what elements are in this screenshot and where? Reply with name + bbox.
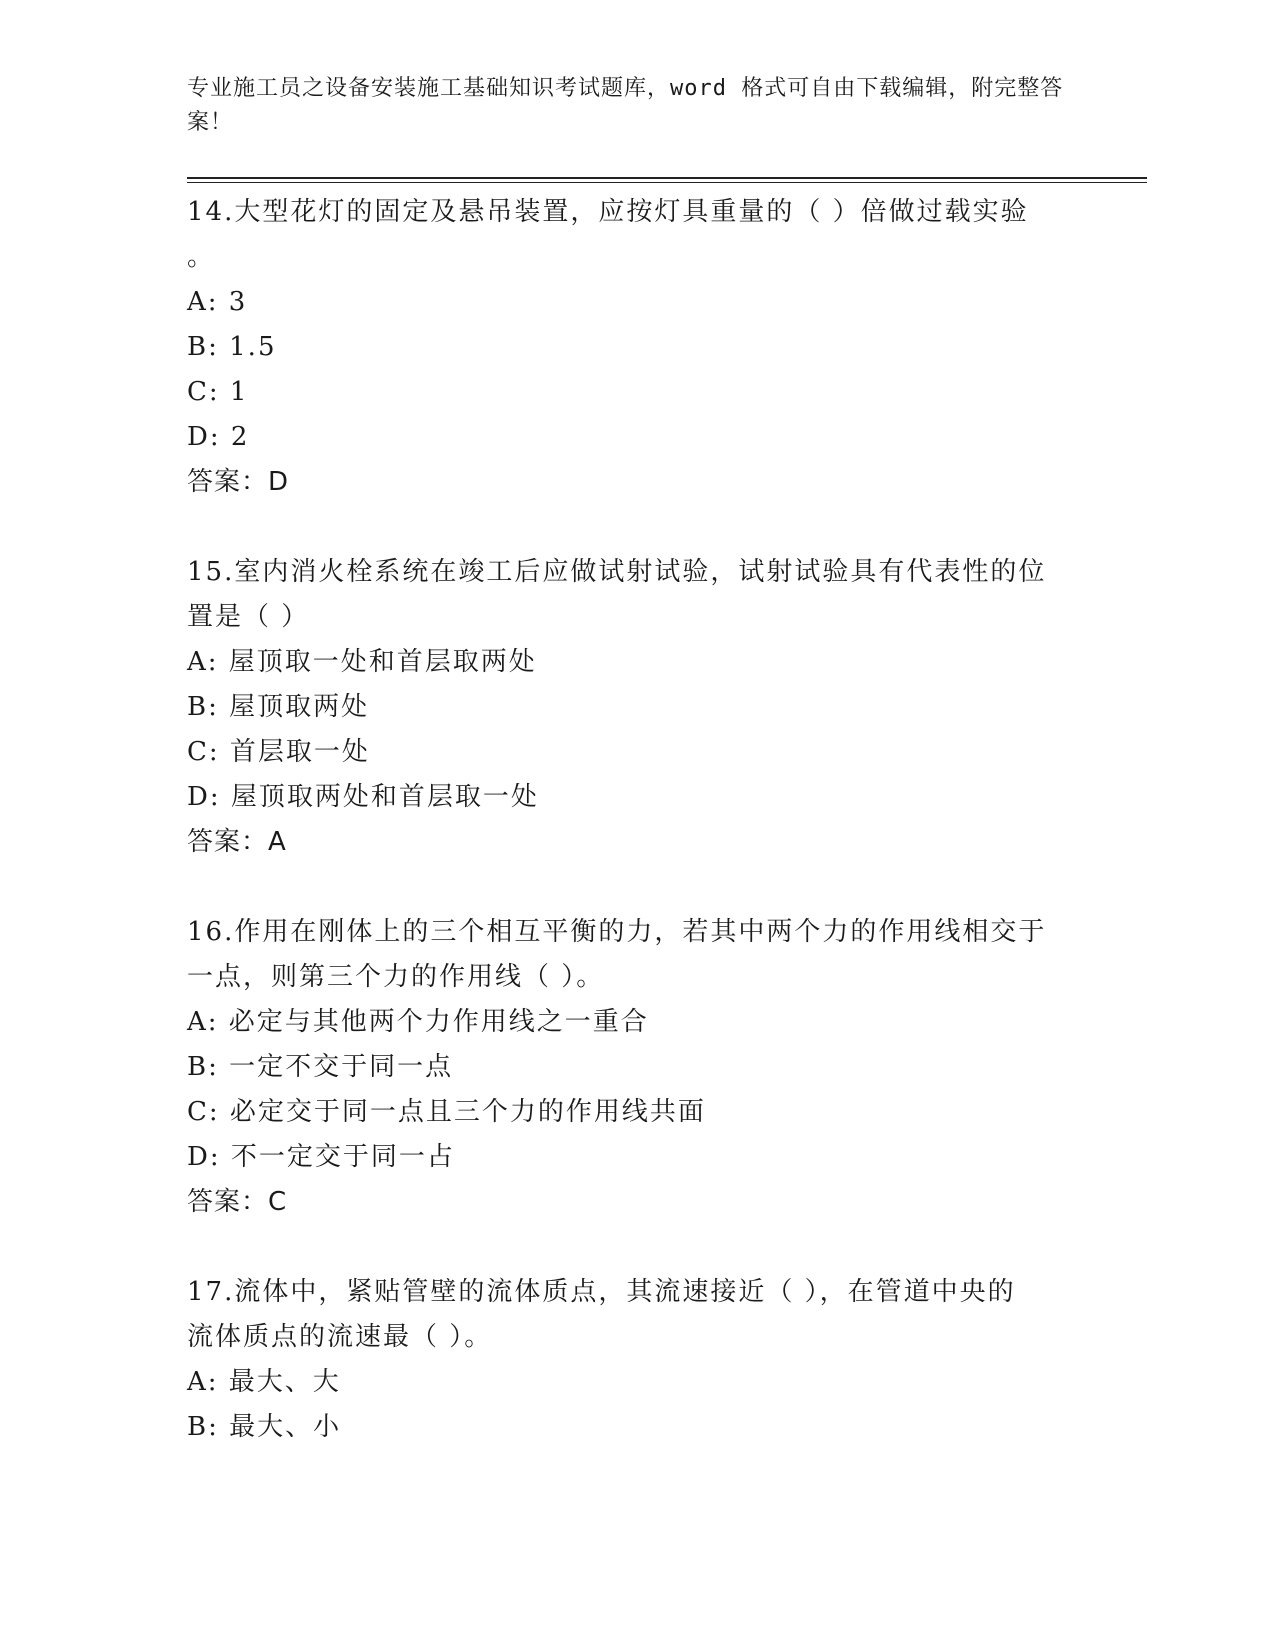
option-c: C: 首层取一处 xyxy=(187,737,370,767)
option-b: B: 屋顶取两处 xyxy=(187,692,370,722)
question-text: 17.流体中，紧贴管壁的流体质点，其流速接近（ ），在管道中央的 xyxy=(187,1277,1016,1307)
option-a: A: 必定与其他两个力作用线之一重合 xyxy=(187,1007,649,1037)
question-text-continued: 。 xyxy=(187,242,216,272)
option-a: A: 3 xyxy=(187,287,248,317)
option-a: A: 最大、大 xyxy=(187,1367,341,1397)
question-16 xyxy=(187,910,1067,1224)
header-divider-thin xyxy=(187,182,1147,183)
option-c: C: 必定交于同一点且三个力的作用线共面 xyxy=(187,1097,706,1127)
option-b: B: 最大、小 xyxy=(187,1412,342,1442)
document-header: 专业施工员之设备安装施工基础知识考试题库，word 格式可自由下载编辑，附完整答案！ xyxy=(187,76,1064,135)
option-b: B: 1.5 xyxy=(187,332,277,362)
option-c: C: 1 xyxy=(187,377,249,407)
answer: 答案：D xyxy=(187,467,290,497)
question-text: 14.大型花灯的固定及悬吊装置，应按灯具重量的（ ）倍做过载实验 xyxy=(187,197,1029,227)
question-17 xyxy=(187,1270,1067,1450)
question-text: 15.室内消火栓系统在竣工后应做试射试验，试射试验具有代表性的位 xyxy=(187,557,1047,587)
option-a: A: 屋顶取一处和首层取两处 xyxy=(187,647,537,677)
option-d: D: 屋顶取两处和首层取一处 xyxy=(187,782,539,812)
answer: 答案：A xyxy=(187,827,287,857)
question-text: 16.作用在刚体上的三个相互平衡的力，若其中两个力的作用线相交于 xyxy=(187,917,1047,947)
question-text-continued: 流体质点的流速最（ ）。 xyxy=(187,1322,493,1352)
answer: 答案：C xyxy=(187,1187,288,1217)
question-15 xyxy=(187,550,1067,864)
option-d: D: 2 xyxy=(187,422,250,452)
question-text-continued: 置是（ ） xyxy=(187,602,310,632)
option-b: B: 一定不交于同一点 xyxy=(187,1052,454,1082)
question-14 xyxy=(187,190,1067,504)
question-text-continued: 一点，则第三个力的作用线（ ）。 xyxy=(187,962,605,992)
header-divider xyxy=(187,177,1147,179)
option-d: D: 不一定交于同一占 xyxy=(187,1142,455,1172)
question-list xyxy=(187,190,1067,1496)
